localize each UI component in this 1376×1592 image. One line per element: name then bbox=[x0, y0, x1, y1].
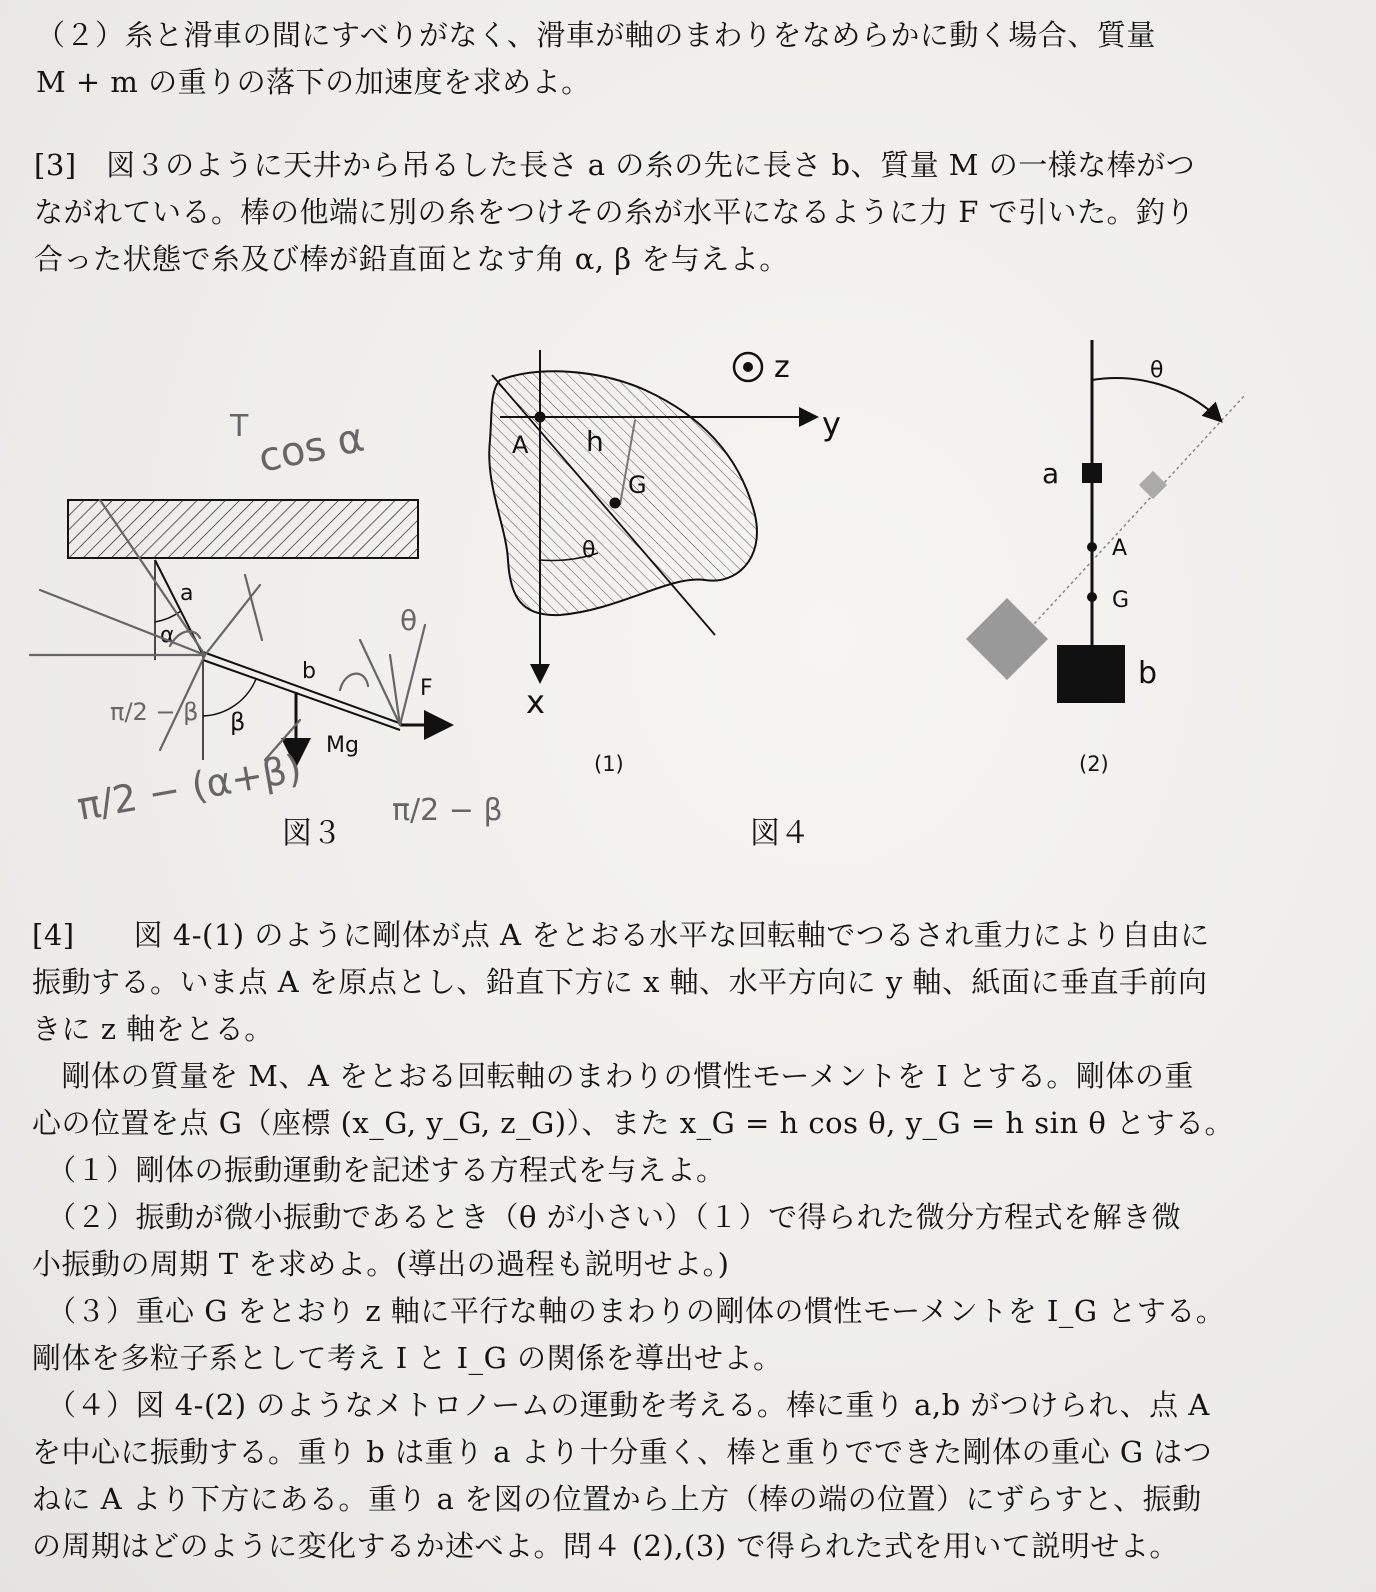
figure-4-part-1-caption: (1) bbox=[594, 752, 624, 776]
problem3-text bbox=[34, 142, 1195, 283]
problem4-line-3: きに z 軸をとる。 bbox=[32, 1012, 274, 1046]
hw-cos-alpha: cos α bbox=[254, 414, 369, 482]
label-g-point: G bbox=[628, 471, 647, 499]
label-weight-a: a bbox=[1042, 457, 1060, 490]
point-a bbox=[1087, 542, 1097, 552]
weight-a bbox=[1082, 463, 1102, 483]
label-beta: β bbox=[230, 708, 246, 736]
ghost-weight-b bbox=[966, 598, 1048, 680]
problem4-line-5: 心の位置を点 G（座標 (x_G, y_G, z_G)）、また x_G = h cos θ, y_G = h sin θ とする。 bbox=[32, 1106, 1235, 1140]
problem4-line-8: 小振動の周期 T を求めよ。(導出の過程も説明せよ。) bbox=[32, 1247, 730, 1281]
label-weight-b: b bbox=[1138, 656, 1158, 691]
figure-3-caption: 図３ bbox=[282, 816, 342, 851]
problem4-line-7: （２）振動が微小振動であるとき（θ が小さい）（１）で得られた微分方程式を解き微 bbox=[32, 1200, 1182, 1234]
label-mg: Mg bbox=[326, 733, 359, 758]
hw-pi2-minus-alpha-beta: π/2 − (α+β) bbox=[73, 746, 305, 829]
figure-4-part-2 bbox=[960, 335, 1290, 735]
problem4-line-1: [4] 図 4-(1) のように剛体が点 A をとおる水平な回転軸でつるされ重力により自由に bbox=[32, 918, 1210, 952]
problem4-line-14: の周期はどのように変化するか述べよ。問４ (2),(3) で得られた式を用いて説明せよ。 bbox=[32, 1529, 1179, 1563]
label-z: z bbox=[774, 350, 790, 385]
point-g bbox=[1087, 592, 1097, 602]
problem4-line-10: 剛体を多粒子系として考え I と I_G の関係を導出せよ。 bbox=[32, 1341, 783, 1375]
problem4-line-12: を中心に振動する。重り b は重り a より十分重く、棒と重りでできた剛体の重心 G はつ bbox=[32, 1435, 1213, 1469]
figure-4-part-2-caption: (2) bbox=[1079, 752, 1109, 776]
z-axis-out-of-page-icon bbox=[734, 353, 762, 381]
problem3-line-2: ながれている。棒の他端に別の糸をつけその糸が水平になるように力 F で引いた。釣り bbox=[34, 195, 1196, 229]
label-theta: θ bbox=[1150, 358, 1164, 383]
problem4-line-9: （３）重心 G をとおり z 軸に平行な軸のまわりの剛体の慣性モーメントを I_G とする。 bbox=[32, 1294, 1226, 1328]
point-a bbox=[535, 412, 546, 423]
label-x: x bbox=[526, 683, 545, 721]
figure-3 bbox=[0, 400, 503, 900]
problem4-line-4: 剛体の質量を M、A をとおる回転軸のまわりの慣性モーメントを I とする。剛体の重 bbox=[32, 1059, 1194, 1093]
label-b: b bbox=[302, 659, 316, 684]
figure-4-part-1 bbox=[470, 345, 850, 725]
hw-theta-mark: θ bbox=[400, 604, 418, 637]
problem2-question2 bbox=[36, 12, 1156, 106]
ghost-weight-a bbox=[1139, 471, 1167, 499]
label-alpha: α bbox=[160, 623, 175, 648]
label-a-point: A bbox=[1112, 536, 1128, 561]
hw-t: T bbox=[230, 409, 249, 444]
weight-b bbox=[1057, 645, 1125, 703]
label-theta: θ bbox=[582, 538, 596, 563]
pencil-text bbox=[74, 409, 503, 829]
label-y: y bbox=[822, 405, 841, 443]
label-a-point: A bbox=[512, 431, 529, 459]
problem4-text bbox=[32, 912, 1234, 1570]
problem4-line-13: ねに A より下方にある。重り a を図の位置から上方（棒の端の位置）にずらすと、振動 bbox=[32, 1482, 1202, 1516]
label-f: F bbox=[420, 676, 433, 701]
hw-pi2-minus-beta-left: π/2 − β bbox=[110, 698, 199, 726]
problem4-line-6: （１）剛体の振動運動を記述する方程式を与えよ。 bbox=[32, 1153, 726, 1187]
hw-pi2-minus-beta-right: π/2 − β bbox=[392, 793, 503, 828]
point-g bbox=[610, 498, 621, 509]
figure-4-caption: 図４ bbox=[750, 816, 810, 851]
problem4-line-2: 振動する。いま点 A を原点とし、鉛直下方に x 軸、水平方向に y 軸、紙面に垂直手前向 bbox=[32, 965, 1208, 999]
problem2-line-1: （２）糸と滑車の間にすべりがなく、滑車が軸のまわりをなめらかに動く場合、質量 bbox=[36, 18, 1156, 52]
label-h: h bbox=[586, 425, 604, 458]
label-g-point: G bbox=[1112, 588, 1130, 613]
problem3-line-1: [3] 図３のように天井から吊るした長さ a の糸の先に長さ b、質量 M の一様な棒がつ bbox=[34, 148, 1196, 182]
problem3-line-3: 合った状態で糸及び棒が鉛直面となす角 α, β を与えよ。 bbox=[34, 242, 789, 276]
problem4-line-11: （４）図 4-(2) のようなメトロノームの運動を考える。棒に重り a,b がつけられ、点 A bbox=[32, 1388, 1210, 1422]
label-a: a bbox=[180, 581, 194, 606]
problem2-line-2: M + m の重りの落下の加速度を求めよ。 bbox=[36, 65, 591, 99]
